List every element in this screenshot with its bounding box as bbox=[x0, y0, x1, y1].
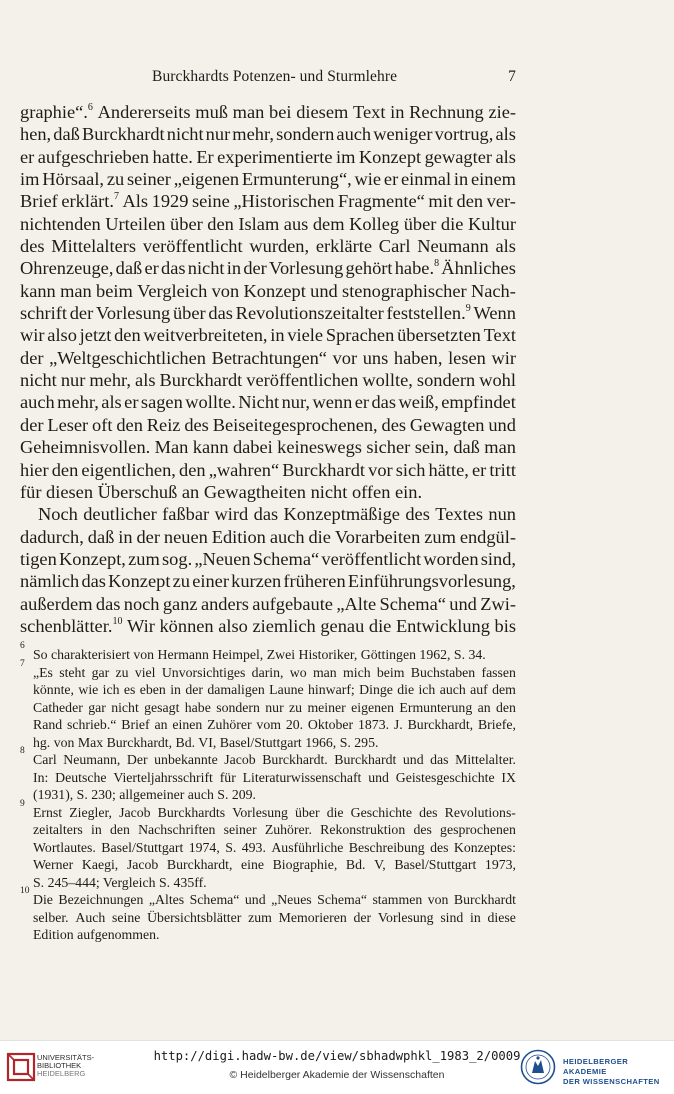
body-line: Noch deutlicher faßbar wird das Konzeptmäßige des Textes nun bbox=[38, 504, 516, 525]
footnote bbox=[20, 641, 516, 664]
page-number: 7 bbox=[508, 68, 516, 85]
body-line: nicht nur mehr, als Burckhardt veröffentlichen wollte, sondern wohl bbox=[20, 370, 516, 391]
footnote-line: könnte, wie ich es eben in der damaligen Laune hinwarf; Dinge die ich auch auf dem bbox=[33, 682, 516, 697]
body-line: nichtenden Urteilen über den Islam aus dem Kolleg über die Kultur bbox=[20, 213, 516, 234]
body-line: hen, daß Burckhardt nicht nur mehr, sondern auch weniger vortrug, als bbox=[20, 124, 516, 145]
running-head-title: Burckhardts Potenzen- und Sturmlehre bbox=[152, 68, 398, 85]
academy-name-line: HEIDELBERGER AKADEMIE bbox=[563, 1057, 629, 1076]
document-url[interactable]: http://digi.hadw-bw.de/view/sbhadwphkl_1983_2/0009 bbox=[153, 1049, 521, 1063]
footnote-line: Edition aufgenommen. bbox=[33, 927, 160, 942]
footnote-number: 6 bbox=[20, 641, 25, 651]
footnote-line: Werner Kaegi, Jacob Burckhardt, eine Biographie, Bd. V, Basel/Stuttgart 1973, bbox=[33, 857, 516, 872]
footnote-line: Ernst Ziegler, Jacob Burckhardts Vorlesung über die Geschichte des Revolutions- bbox=[33, 804, 516, 820]
body-line: Brief erklärt.$^7$ Als 1929 seine „Historischen Fragmente“ mit den ver- bbox=[20, 191, 516, 212]
footnote-reference: 8 bbox=[434, 258, 440, 270]
footnote bbox=[20, 746, 516, 804]
footnote-line: S. 245–444; Vergleich S. 435ff. bbox=[33, 874, 207, 890]
academy-seal-icon[interactable] bbox=[520, 1049, 556, 1085]
body-line: auch mehr, als er sagen wollte. Nicht nur, wenn er das weiß, empfindet bbox=[20, 392, 516, 413]
footnote-line: selber. Auch seine Übersichtsblätter zum Memorieren der Vorlesung sind in diese bbox=[33, 909, 516, 925]
footnote-line: zeitalters in den Nachschriften seiner Zuhörer. Rekonstruktion des gesprochenen bbox=[33, 822, 516, 837]
body-line: dadurch, daß in der neuen Edition auch die Vorarbeiten zum endgül- bbox=[20, 526, 516, 547]
academy-name-line: DER WISSENSCHAFTEN bbox=[563, 1077, 660, 1086]
footnote-line: „Es steht gar zu viel Unvorsichtiges darin, wo man mich beim Buchstaben fassen bbox=[33, 664, 516, 680]
library-name-line: HEIDELBERG bbox=[37, 1069, 86, 1078]
body-line: der Leser oft den Reiz des Beiseitegesprochenen, des Gewagten und bbox=[20, 414, 516, 435]
body-line: für diesen Überschuß an Gewagtheiten nicht offen ein. bbox=[20, 481, 423, 502]
library-name-line: BIBLIOTHEK bbox=[37, 1061, 82, 1070]
footnote-reference: 9 bbox=[465, 303, 471, 315]
copyright-notice: © Heidelberger Akademie der Wissenschaften bbox=[229, 1069, 445, 1081]
body-line: im Hörsaal, zu seiner „eigenen Ermunterung“, wie er einmal in einem bbox=[20, 169, 516, 190]
footnote bbox=[20, 798, 516, 892]
body-line: hier den eigentlichen, den „wahren“ Burckhardt vor sich hätte, er tritt bbox=[20, 459, 516, 480]
body-line: Ohrenzeuge, daß er das nicht in der Vorlesung gehört habe.$^8$ Ähnliches bbox=[20, 258, 516, 279]
body-line: er aufgeschrieben hatte. Er experimentierte im Konzept gewagter als bbox=[20, 146, 516, 167]
footnote-line: Carl Neumann, Der unbekannte Jacob Burckhardt. Burckhardt und das Mittelalter. bbox=[33, 752, 516, 767]
body-line: kann man beim Vergleich von Konzept und stenographischer Nach- bbox=[20, 280, 516, 301]
library-name-line: UNIVERSITÄTS- bbox=[37, 1053, 95, 1062]
footnote-reference: 10 bbox=[112, 615, 123, 627]
footnote-number: 8 bbox=[20, 746, 25, 756]
footnote-line: Catheder gar nicht gesagt habe sondern nur zu meiner eigenen Ermunterung an den bbox=[33, 699, 516, 715]
body-line: graphie“.$^6$ Andererseits muß man bei diesem Text in Rechnung zie- bbox=[20, 102, 516, 122]
body-line: des Mittelalters veröffentlicht wurden, erklärte Carl Neumann als bbox=[20, 236, 516, 257]
academy-name bbox=[563, 1057, 674, 1087]
footnote-number: 7 bbox=[20, 658, 25, 669]
footnote-line: Rand schrieb.“ Brief an einen Zuhörer vom 20. Oktober 1873. J. Burckhardt, Briefe, bbox=[33, 717, 516, 732]
footnote-line: (1931), S. 230; allgemeiner auch S. 209. bbox=[33, 787, 257, 802]
footnote-line: In: Deutsche Vierteljahrsschrift für Literaturwissenschaft und Geistesgeschichte IX bbox=[33, 769, 516, 785]
body-line: schenblätter.$^{10}$ Wir können also ziemlich genau die Entwicklung bis bbox=[20, 615, 516, 636]
viewer-footer bbox=[0, 1040, 674, 1094]
footnote-number: 10 bbox=[20, 886, 30, 896]
body-line: Geheimnisvollen. Man kann dabei keineswegs sicher sein, daß man bbox=[20, 437, 516, 458]
footnote-line: So charakterisiert von Hermann Heimpel, Zwei Historiker, Göttingen 1962, S. 34. bbox=[33, 647, 486, 662]
footnotes bbox=[20, 641, 516, 944]
body-line: außerdem das noch ganz anders aufgebaute „Alte Schema“ und Zwi- bbox=[20, 593, 516, 614]
footnote-line: Die Bezeichnungen „Altes Schema“ und „Neues Schema“ stammen von Burckhardt bbox=[33, 892, 516, 907]
body-text bbox=[20, 101, 516, 637]
body-line: schrift der Vorlesung über das Revolutionszeitalter feststellen.$^9$ Wenn bbox=[20, 303, 516, 324]
body-line: wir also jetzt den weitverbreiteten, in viele Sprachen übersetzten Text bbox=[20, 325, 516, 346]
footnote-line: Wortlautes. Basel/Stuttgart 1974, S. 493. Ausführliche Beschreibung des Konzeptes: bbox=[33, 839, 516, 855]
footnote-reference: 7 bbox=[113, 191, 119, 203]
footnote bbox=[20, 658, 516, 752]
footnote-number: 9 bbox=[20, 798, 25, 809]
footnote-line: hg. von Max Burckhardt, Bd. VI, Basel/Stuttgart 1966, S. 295. bbox=[33, 734, 379, 750]
body-line: nämlich das Konzept zu einer kurzen früheren Einführungsvorlesung, bbox=[20, 571, 516, 592]
body-line: tigen Konzept, zum sog. „Neuen Schema“ veröffentlicht worden sind, bbox=[20, 548, 516, 569]
body-line: der „Weltgeschichtlichen Betrachtungen“ vor uns haben, lesen wir bbox=[20, 347, 516, 368]
footnote-reference: 6 bbox=[87, 102, 93, 113]
footnote bbox=[20, 886, 516, 944]
